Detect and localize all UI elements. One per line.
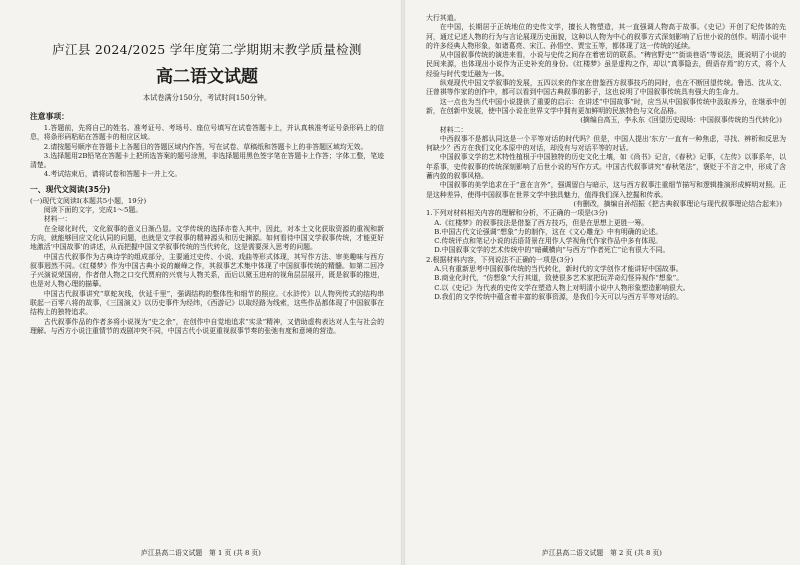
page-right (404, 0, 800, 565)
page-footer-left: 庐江县高二语文试题 第 1 页 (共 8 页) (141, 549, 261, 557)
material1-paragraph: 中国古代叙事讲究“草蛇灰线，伏延千里”，强调结构的整体性和细节的照应。《水浒传》以人物列传式的结构串联起一百零八将的故事，《三国演义》以历史事件为经纬，《西游记》以取经路为线索，这些作品都体现了中国叙事在结构上的独特追求。 (30, 289, 384, 317)
exam-subtitle: 高二语文试题 (156, 67, 258, 87)
exam-meta: 本试卷满分150分，考试时间150分钟。 (142, 93, 272, 102)
material1-paragraph: 从中国叙事传统的演进来看，小说与史传之间存在着密切的联系。“稗官野史”“街谈巷语”等说法，既说明了小说的民间来源，也体现出小说作为正史补充的身份。《红楼梦》虽是虚构之作，却以“真事隐去，假语存焉”的方式，将个人经验与时代变迁融为一体。 (426, 51, 786, 78)
material2-paragraph: 中国叙事的美学追求在于“意在言外”，强调留白与暗示，这与西方叙事注重细节描写和逻辑推演形成鲜明对照。正是这种差异，使得中国叙事在世界文学中独具魅力，值得我们深入挖掘和传承。 (426, 181, 786, 199)
section-heading: 一、现代文阅读(35分) (30, 184, 111, 194)
note-item: 4.考试结束后，请将试卷和答题卡一并上交。 (43, 170, 182, 179)
note-item: 2.请按题号顺序在答题卡上各题目的答题区域内作答，写在试卷、草稿纸和答题卡上的非答题区域均无效。 (43, 142, 368, 151)
material2-label: 材料二： (439, 125, 468, 134)
material1-paragraph: 中国古代叙事作为古典诗学的组成部分，主要通过史传、小说、戏曲等形式体现，其写作方法、审美趣味与西方叙事迥然不同。《红楼梦》作为中国古典小说的巅峰之作，其叙事艺术集中体现了中国叙事传统的精髓。如第二回冷子兴演说荣国府，作者借人物之口交代贾府的兴衰与人物关系，而后以黛玉进府的视角层层展开，既是叙事的推进，也是对人物心理的描摹。 (30, 252, 384, 289)
material1-paragraph: 古代叙事作品的作者多将小说视为“史之余”，在创作中自觉地追求“实录”精神，又借助虚构表达对人生与社会的理解。与西方小说注重情节的戏剧冲突不同，中国古代小说更重视叙事节奏的张弛有度和意境的营造。 (30, 317, 384, 335)
question-2-option-d: D.我们的文学传统中蕴含着丰富的叙事资源，是我们今天可以与西方平等对话的。 (434, 292, 683, 301)
question-2-stem: 2.根据材料内容，下列说法不正确的一项是(3分) (426, 255, 574, 264)
question-1-option-c: C.传统评点和笔记小说的话语背景在用作人学视角代作家作品中多有体现。 (434, 237, 662, 246)
material1-label: 材料一： (43, 215, 72, 224)
material1-paragraph: 这一点也为当代中国小说提供了重要的启示：在讲述“中国故事”时，应当从中国叙事传统中汲取养分，在继承中创新，在创新中发展，使中国小说在世界文学中拥有更加鲜明的民族特色与文化品格。 (426, 97, 786, 115)
material1-paragraph: 在全球化时代，文化叙事的意义日渐凸显。文学传统的选择亦卷入其中，因此，对本土文化获取资源的重视和新方向，就能够回应文化认同的问题，也就是文学叙事的精神源头和历史渊源。如何看待中国文学叙事传统，才能更好地激活‘中国故事’的讲述，从而把握中国文学叙事传统的当代转化，这是需要深入思考的问题。 (30, 224, 384, 252)
question-2-option-c: C.以《史记》为代表的史传文学在塑造人物上对明清小说中人物形象塑造影响很大。 (434, 283, 690, 292)
question-1-option-b: B.中国古代文论强调“想象”力的制作，这在《文心雕龙》中有明确的论述。 (434, 227, 663, 236)
note-item: 3.选择题用2B铅笔在答题卡上把所选答案的题号涂黑，非选择题用黑色签字笔在答题卡上作答；字体工整，笔迹清楚。 (30, 151, 384, 170)
material2-paragraph: 中国叙事文学的艺术特性植根于中国独特的历史文化土壤，如《尚书》记言，《春秋》记事，《左传》以事系年，以年系事，史传叙事的传统深刻影响了后世小说的写作方式。中国古代叙事讲究“春秋笔法”，褒贬于不言之中，形成了含蓄内敛的叙事风格。 (426, 153, 786, 181)
material2-source: (有删改，摘编自孙绍振《把古典叙事理论与现代叙事理论结合起来》) (573, 199, 782, 208)
material1-continued: 大行其道。 (426, 14, 461, 22)
material1-source: (摘编自高玉，李永东《回望历史现场：中国叙事传统的当代转化》) (580, 116, 782, 125)
material1-paragraph: 纵观现代中国文学叙事的发展，五四以来的作家在借鉴西方叙事技巧的同时，也在不断回望传统。鲁迅、沈从文、汪曾祺等作家的创作中，都可以看到中国古典叙事的影子，这也说明了中国叙事传统具有强大的生命力。 (426, 79, 786, 97)
reading-instruction: 阅读下面的文字，完成1～5题。 (43, 206, 143, 215)
question-2-option-a: A.只有重新思考中国叙事传统的当代转化，新时代的文学创作才能讲好中国故事。 (434, 265, 683, 274)
material1-paragraph: 在中国，长期居于正统地位的史传文学，擅长人物塑造，其一直强调人物高于故事。《史记》开创了纪传体的先河，通过记述人物的行为与言论展现历史面貌，这种以人物为中心的叙事方式深刻影响了后世小说的创作。明清小说中的许多经典人物形象，如诸葛亮、宋江、孙悟空、贾宝玉等，都体现了这一传统的延续。 (426, 23, 786, 50)
note-item: 1.答题前，先将自己的姓名、准考证号、考场号、座位号填写在试卷答题卡上，并认真核准考证号条形码上的信息，将条形码粘贴在答题卡的相应区域。 (30, 124, 384, 142)
question-2-option-b: B.商业化时代，“仿想象”大行其道，致使很多艺术家把玩弄奇幻怪异视作“想象”。 (434, 274, 683, 283)
page-footer-right: 庐江县高二语文试题 第 2 页 (共 8 页) (542, 549, 662, 557)
subsection-heading: (一)现代文阅读Ⅰ(本题共5小题，19分) (30, 196, 147, 205)
exam-title: 庐江县 2024/2025 学年度第二学期期末教学质量检测 (52, 42, 362, 57)
question-1-option-d: D.中国叙事文学的艺术传统中的“暗藏横向”与西方“作者死亡”论有很大不同。 (434, 246, 670, 255)
question-1-option-a: A.《红楼梦》的叙事技法是借鉴了西方技巧，但是在思想上更胜一筹。 (434, 218, 649, 227)
notes-heading: 注意事项： (30, 112, 69, 121)
question-1-stem: 1.下列对材料相关内容的理解和分析，不正确的一项是(3分) (426, 209, 608, 218)
material2-paragraph: 中西叙事不是都认同这是一个平等对话的时代吗？但是，中国人提出‘东方’一直有一种焦虑，寻找、辨析和反思为何缺少？西方在我们文化本原中的对话，却没有与对话平等的对话。 (426, 134, 786, 153)
